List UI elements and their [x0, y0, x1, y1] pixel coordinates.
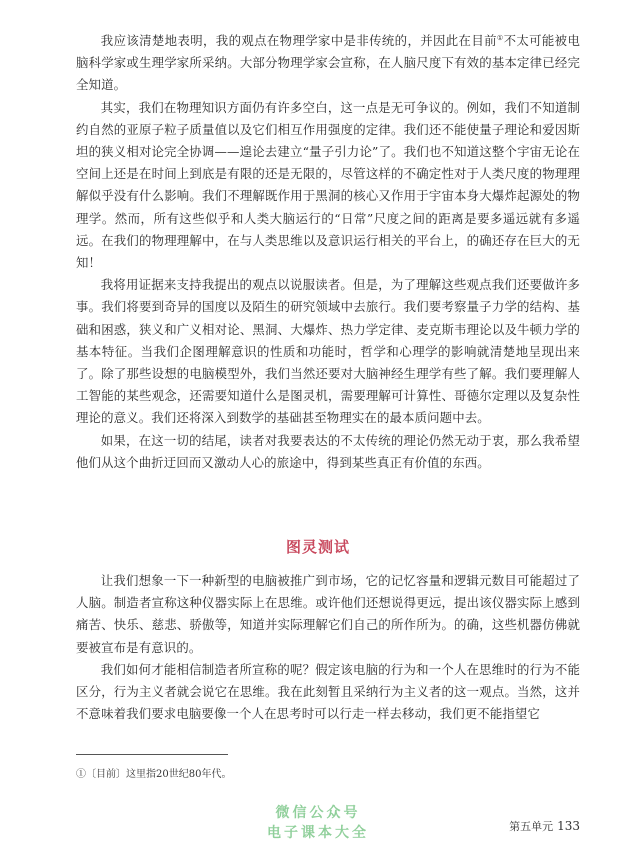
- paragraph-2: 其实，我们在物理知识方面仍有许多空白，这一点是无可争议的。例如，我们不知道制约自然的亚原子粒子质量值以及它们相互作用强度的定律。我们还不能使量子理论和爱因斯坦的狭义相对论完全协调——遑论去建立“量子引力论”了。我们也不知道这整个宇宙无论在空间上还是在时间上到底是有限的还是无限的，尽管这样的不确定性对于人类尺度的物理理解似乎没有什么影响。我们不理解既作用于黑洞的核心又作用于宇宙本身大爆炸起源处的物理学。然而，所有这些似乎和人类大脑运行的“日常”尺度之间的距离是要多遥远就有多遥远。在我们的物理理解中，在与人类思维以及意识运行相关的平台上，的确还存在巨大的无知！: [76, 99, 580, 271]
- page-footer: [509, 818, 580, 834]
- turing-section: [76, 570, 580, 725]
- section-paragraph-1: 让我们想象一下一种新型的电脑被推广到市场，它的记忆容量和逻辑元数目可能超过了人脑。制造者宣称这种仪器实际上在思维。或许他们还想说得更远，提出该仪器实际上感到痛苦、快乐、慈悲、骄傲等，知道并实际理解它们自己的所作所为。的确，这些机器仿佛就要被宣布是有意识的。: [76, 573, 580, 655]
- unit-label: 第五单元: [509, 820, 554, 833]
- section-paragraph-2: 我们如何才能相信制造者所宣称的呢？假定该电脑的行为和一个人在思维时的行为不能区分，行为主义者就会说它在思维。我在此刻暂且采纳行为主义者的这一观点。当然，这并不意味着我们要求电脑要像一个人在思考时可以行走一样去移动，我们更不能指望它: [76, 661, 580, 722]
- paragraph-1: [76, 30, 580, 97]
- section-title: 图灵测试: [285, 538, 350, 556]
- footnote: ①〔目前〕这里指20世纪80年代。: [76, 769, 232, 780]
- watermark-line-2: 电子课本大全: [267, 825, 369, 841]
- intro-section: [76, 30, 580, 474]
- footnote-divider: [76, 754, 228, 755]
- paragraph-1-text-b: 不太可能被电脑科学家或生理学家所采纳。大部分物理学家会宣称，在人脑尺度下有效的基本定律已经完全知道。: [76, 33, 580, 93]
- footnote-marker: ①: [496, 33, 504, 42]
- paragraph-3: 我将用证据来支持我提出的观点以说服读者。但是，为了理解这些观点我们还要做许多事。我们将要到奇异的国度以及陌生的研究领域中去旅行。我们要考察量子力学的结构、基础和困惑，狭义和广义相对论、黑洞、大爆炸、热力学定律、麦克斯韦理论以及牛顿力学的基本特征。当我们企图理解意识的性质和功能时，哲学和心理学的影响就清楚地呈现出来了。除了那些设想的电脑模型外，我们当然还要对大脑神经生理学有些了解。我们要理解人工智能的某些观念，还需要知道什么是图灵机，需要理解可计算性、哥德尔定理以及复杂性理论的意义。我们还将深入到数学的基础甚至物理实在的最本质问题中去。: [76, 277, 580, 426]
- watermark-line-1: 微信公众号: [275, 805, 361, 821]
- paragraph-4: 如果，在这一切的结尾，读者对我要表达的不太传统的理论仍然无动于衷，那么我希望他们从这个曲折迂回而又激动人心的旅途中，得到某些真正有价值的东西。: [76, 432, 580, 470]
- page-number: 133: [557, 819, 580, 833]
- paragraph-1-text-a: 我应该清楚地表明，我的观点在物理学家中是非传统的，并因此在目前: [100, 33, 497, 48]
